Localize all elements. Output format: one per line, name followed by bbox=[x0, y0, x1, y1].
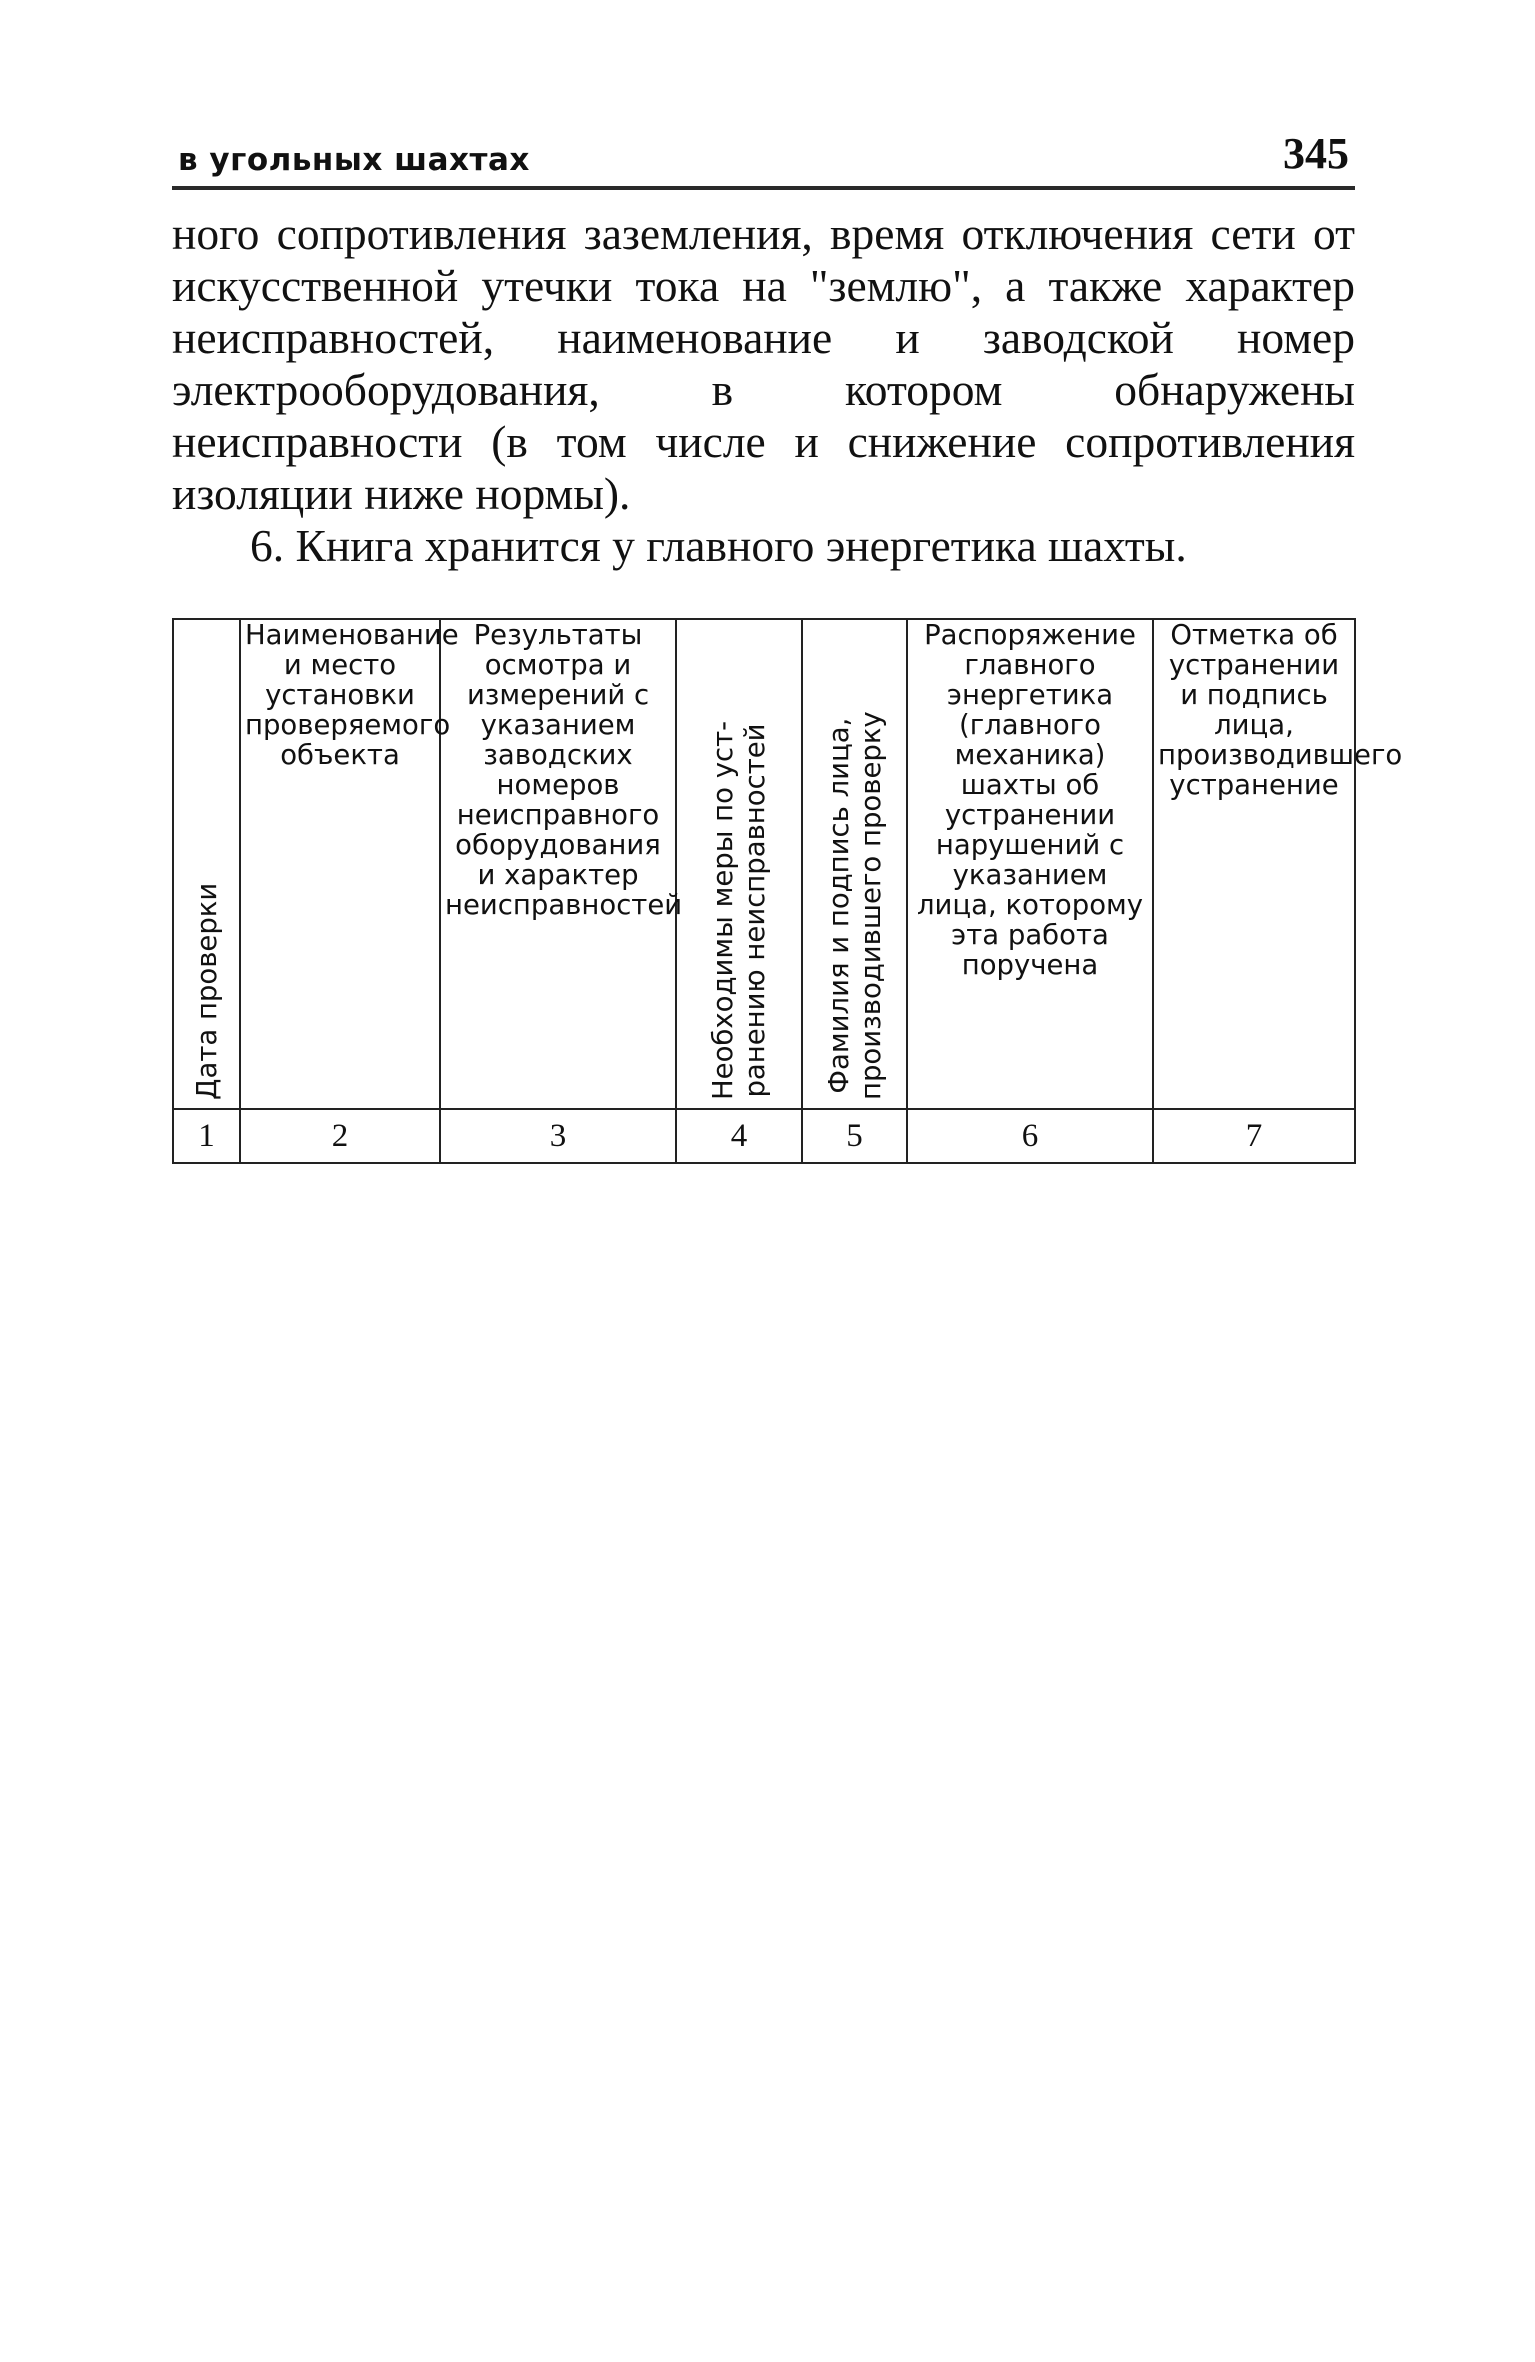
header-fix-mark: Отметка об устранении и подпись лица, производившего устранение bbox=[1153, 619, 1355, 1109]
header-required-measures bbox=[707, 721, 771, 1100]
body-text bbox=[172, 208, 1355, 572]
header-object-name: Наименование и место установки проверяемого объекта bbox=[240, 619, 440, 1109]
column-number: 2 bbox=[240, 1109, 440, 1163]
column-number: 5 bbox=[802, 1109, 907, 1163]
header-rule bbox=[172, 186, 1355, 190]
header-required-measures-line2: ранению неисправностей bbox=[739, 723, 771, 1098]
column-number-row bbox=[173, 1109, 1355, 1163]
running-title: в угольных шахтах bbox=[178, 142, 530, 178]
column-number: 7 bbox=[1153, 1109, 1355, 1163]
column-number: 1 bbox=[173, 1109, 240, 1163]
header-inspector-line1: Фамилия и подпись лица, bbox=[822, 717, 855, 1094]
header-cell-inspector bbox=[802, 619, 907, 1109]
header-cell-required-measures bbox=[676, 619, 802, 1109]
column-number: 6 bbox=[907, 1109, 1153, 1163]
table-header-row bbox=[173, 619, 1355, 1109]
item-6-paragraph: 6. Книга хранится у главного энергетика шахты. bbox=[250, 520, 1187, 571]
header-chief-order: Распоряжение главного энергетика (главного механика) шахты об устранении нарушений с указанием лица, которому эта работа поручена bbox=[907, 619, 1153, 1109]
header-inspection-results: Результаты осмотра и измерений с указанием заводских номеров неисправного оборудования и характер неисправностей bbox=[440, 619, 676, 1109]
inspection-log-table bbox=[172, 618, 1403, 1164]
column-number: 3 bbox=[440, 1109, 676, 1163]
running-header bbox=[172, 128, 1355, 184]
header-inspector bbox=[823, 711, 887, 1100]
header-inspector-line2: производившего проверку bbox=[854, 711, 887, 1100]
header-check-date: Дата проверки bbox=[190, 882, 223, 1100]
page-number: 345 bbox=[1283, 129, 1349, 178]
header-cell-check-date bbox=[173, 619, 240, 1109]
column-number: 4 bbox=[676, 1109, 802, 1163]
header-required-measures-line1: Необходимы меры по уст- bbox=[707, 720, 739, 1100]
continued-paragraph: ного сопротивления заземления, время отключения сети от искусственной утечки тока на "землю", а также характер неисправностей, наименование и заводской номер электрооборудования, в котором обнаружены неисправности (в том числе и снижение сопротивления изоляции ниже нормы). bbox=[172, 208, 1355, 519]
